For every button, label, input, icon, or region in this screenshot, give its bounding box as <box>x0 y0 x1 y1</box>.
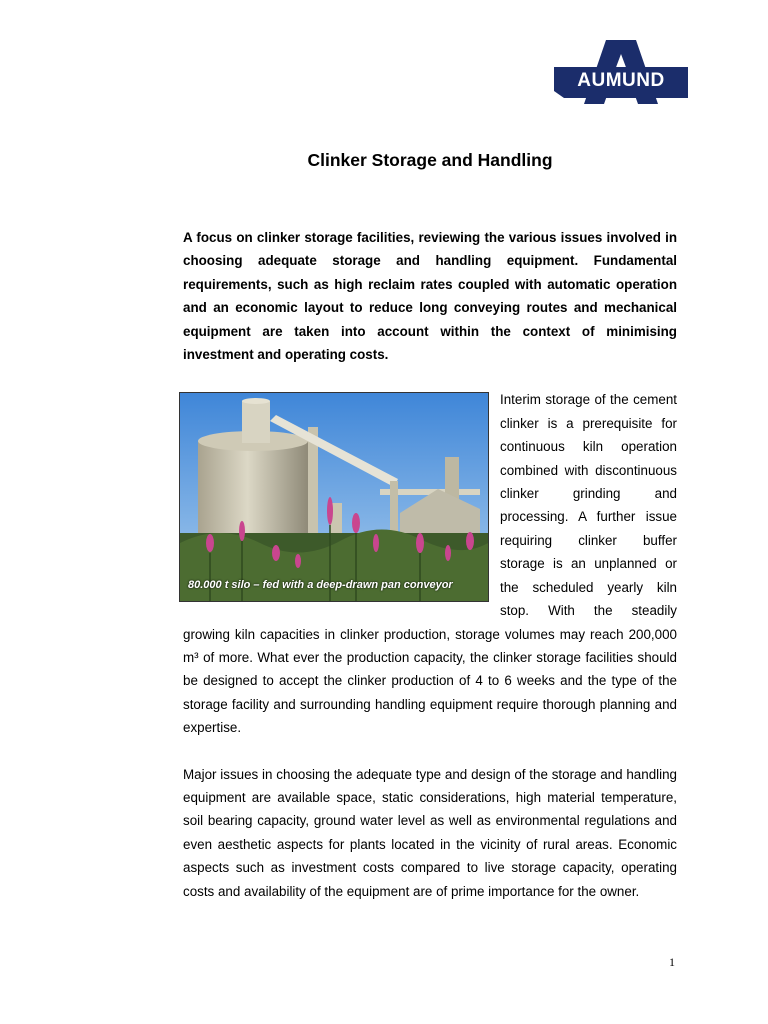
logo-band-tail <box>554 91 688 98</box>
body-paragraph: Interim storage of the cement clinker is a prerequisite for continuous kiln operation combined with discontinuous clinker grinding and processing. A further issue requiring clinker buffer storage is an unplanned or the scheduled yearly kiln stop. With the steadily growing kiln capacities in clinker production, storage volumes may reach 200,000 m³ of more. What ever the production capacity, the clinker storage facilities should be designed to accept the clinker production of 4 to 6 weeks and the type of the storage facility and surrounding handling equipment require thorough planning and expertise. <box>183 392 677 736</box>
body-paragraph: Major issues in choosing the adequate type and design of the storage and handling equipment are available space, static considerations, high material temperature, soil bearing capacity, ground water level as well as environmental regulations and even aesthetic aspects for plants located in the vicinity of rural areas. Economic aspects such as investment costs compared to live storage capacity, operating costs and availability of the equipment are of prime importance for the owner. <box>183 766 677 899</box>
silo-photo <box>179 392 489 602</box>
page-number: 1 <box>669 955 675 969</box>
abstract-paragraph: A focus on clinker storage facilities, reviewing the various issues involved in choosing adequate storage and handling equipment. Fundamental requirements, such as high reclaim rates coupled with automatic operation and an economic layout to reduce long conveying routes and mechanical equipment are taken into account within the context of minimising investment and operating costs. <box>183 230 677 363</box>
silo-photo-image <box>180 393 488 601</box>
logo-text: AUMUND <box>577 70 665 91</box>
aumund-logo <box>554 40 688 104</box>
photo-caption: 80.000 t silo – fed with a deep-drawn pan conveyor <box>188 579 453 592</box>
page-title: Clinker Storage and Handling <box>307 150 553 170</box>
article-body <box>183 226 677 903</box>
